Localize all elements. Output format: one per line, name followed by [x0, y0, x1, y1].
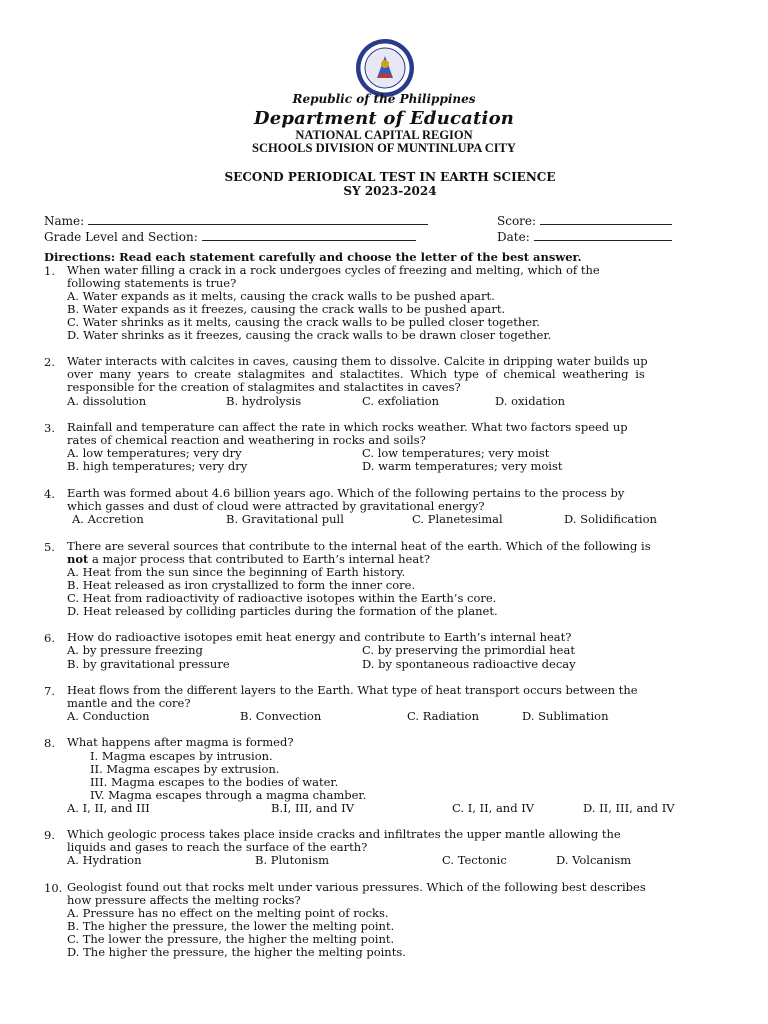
answer-option[interactable]: D. Sublimation [522, 709, 609, 723]
answer-option[interactable]: A. low temperatures; very dry [67, 446, 242, 460]
question-text: Rainfall and temperature can affect the rate in which rocks weather. What two factors speed up [67, 420, 628, 434]
question-number: 6. [44, 631, 55, 645]
name-label: Name: [44, 214, 85, 228]
answer-option[interactable]: C. exfoliation [362, 394, 440, 408]
date-label: Date: [497, 230, 530, 244]
answer-option[interactable]: D. The higher the pressure, the higher the melting points. [67, 945, 406, 959]
answer-option[interactable]: A. Conduction [67, 709, 150, 723]
grade-label: Grade Level and Section: [44, 230, 198, 244]
school-year: SY 2023-2024 [343, 184, 437, 198]
question-number: 9. [44, 828, 55, 842]
question-number: 1. [44, 264, 55, 278]
answer-option[interactable]: D. warm temperatures; very moist [362, 459, 563, 473]
answer-option[interactable]: A. Water expands as it melts, causing the crack walls to be pushed apart. [67, 289, 495, 303]
not-emphasis: not [67, 552, 89, 566]
question-text: Which geologic process takes place inside cracks and infiltrates the upper mantle allowing the [67, 827, 621, 841]
republic-heading: Republic of the Philippines [292, 92, 476, 106]
answer-option[interactable]: B. The higher the pressure, the lower the melting point. [67, 919, 395, 933]
answer-option[interactable]: A. dissolution [67, 394, 147, 408]
answer-option[interactable]: C. by preserving the primordial heat [362, 643, 575, 657]
answer-option[interactable]: B. Plutonism [255, 853, 330, 867]
answer-option[interactable]: D. Volcanism [556, 853, 632, 867]
answer-option[interactable]: B. Water expands as it freezes, causing the crack walls to be pushed apart. [67, 302, 506, 316]
answer-option[interactable]: D. II, III, and IV [583, 801, 675, 815]
department-heading: Department of Education [253, 108, 515, 129]
answer-option[interactable]: B. Gravitational pull [226, 512, 344, 526]
statement: II. Magma escapes by extrusion. [90, 762, 280, 776]
answer-option[interactable]: B. high temperatures; very dry [67, 459, 248, 473]
answer-option[interactable]: D. oxidation [495, 394, 566, 408]
answer-option[interactable]: C. Tectonic [442, 853, 507, 867]
question-text: which gasses and dust of cloud were attracted by gravitational energy? [67, 499, 485, 513]
grade-field[interactable] [44, 230, 416, 244]
question-text: Geologist found out that rocks melt under various pressures. Which of the following best describes [67, 880, 646, 894]
division-heading: SCHOOLS DIVISION OF MUNTINLUPA CITY [252, 141, 516, 155]
answer-option[interactable]: C. The lower the pressure, the higher the melting point. [67, 932, 395, 946]
question-text: How do radioactive isotopes emit heat energy and contribute to Earth’s internal heat? [67, 630, 572, 644]
statement: III. Magma escapes to the bodies of water. [90, 775, 339, 789]
name-field[interactable] [44, 214, 428, 228]
question-text: responsible for the creation of stalagmites and stalactites in caves? [67, 380, 461, 394]
answer-option[interactable]: A. Pressure has no effect on the melting point of rocks. [67, 906, 389, 920]
question-text: rates of chemical reaction and weathering in rocks and soils? [67, 433, 426, 447]
answer-option[interactable]: D. Heat released by colliding particles during the formation of the planet. [67, 604, 498, 618]
answer-option[interactable]: B. Heat released as iron crystallized to form the inner core. [67, 578, 416, 592]
score-field[interactable] [497, 214, 672, 228]
statement: IV. Magma escapes through a magma chamber. [90, 788, 367, 802]
answer-option[interactable]: B. hydrolysis [226, 394, 302, 408]
deped-seal-icon [355, 38, 415, 98]
answer-option[interactable]: D. Water shrinks as it freezes, causing the crack walls to be drawn closer together. [67, 328, 552, 342]
question-text: There are several sources that contribute to the internal heat of the earth. Which of the following is [67, 539, 651, 553]
question-number: 8. [44, 736, 55, 750]
question-text: over many years to create stalagmites and stalactites. Which type of chemical weathering is [67, 367, 645, 381]
answer-option[interactable]: A. Hydration [67, 853, 142, 867]
answer-option[interactable]: C. I, II, and IV [452, 801, 535, 815]
answer-option[interactable]: D. Solidification [564, 512, 657, 526]
answer-option[interactable]: A. by pressure freezing [67, 643, 203, 657]
question-text: Earth was formed about 4.6 billion years ago. Which of the following pertains to the process by [67, 486, 625, 500]
question-text: liquids and gases to reach the surface of the earth? [67, 840, 368, 854]
question-number: 3. [44, 421, 55, 435]
date-blank[interactable] [534, 230, 672, 241]
answer-option[interactable]: C. Water shrinks as it melts, causing the crack walls to be pulled closer together. [67, 315, 540, 329]
score-blank[interactable] [540, 214, 672, 225]
answer-option[interactable]: B. by gravitational pressure [67, 657, 230, 671]
date-field[interactable] [497, 230, 672, 244]
directions: Directions: Read each statement carefully and choose the letter of the best answer. [44, 250, 582, 264]
answer-option[interactable]: C. Heat from radioactivity of radioactive isotopes within the Earth’s core. [67, 591, 497, 605]
grade-blank[interactable] [202, 230, 416, 241]
question-text: Heat flows from the different layers to the Earth. What type of heat transport occurs between the [67, 683, 638, 697]
answer-option[interactable]: C. low temperatures; very moist [362, 446, 550, 460]
question-text: a major process that contributed to Earth’s internal heat? [88, 552, 430, 566]
score-label: Score: [497, 214, 537, 228]
question-text: how pressure affects the melting rocks? [67, 893, 301, 907]
answer-option[interactable]: A. I, II, and III [67, 801, 150, 815]
question-number: 5. [44, 540, 55, 554]
answer-option[interactable]: C. Planetesimal [412, 512, 503, 526]
question-number: 10. [44, 881, 63, 895]
test-title: SECOND PERIODICAL TEST IN EARTH SCIENCE [224, 170, 556, 184]
question-text: When water filling a crack in a rock undergoes cycles of freezing and melting, which of the [67, 263, 600, 277]
region-heading: NATIONAL CAPITAL REGION [295, 128, 473, 142]
answer-option[interactable]: B. Convection [240, 709, 322, 723]
question-text: following statements is true? [67, 276, 237, 290]
statement: I. Magma escapes by intrusion. [90, 749, 273, 763]
question-text: What happens after magma is formed? [67, 735, 294, 749]
answer-option[interactable]: A. Accretion [72, 512, 144, 526]
question-text: Water interacts with calcites in caves, causing them to dissolve. Calcite in dripping water builds up [67, 354, 648, 368]
name-blank[interactable] [88, 214, 428, 225]
question-number: 4. [44, 487, 55, 501]
question-number: 2. [44, 355, 55, 369]
question-text: mantle and the core? [67, 696, 191, 710]
answer-option[interactable]: B.I, III, and IV [271, 801, 355, 815]
answer-option[interactable]: A. Heat from the sun since the beginning of Earth history. [67, 565, 406, 579]
answer-option[interactable]: D. by spontaneous radioactive decay [362, 657, 576, 671]
question-number: 7. [44, 684, 55, 698]
answer-option[interactable]: C. Radiation [407, 709, 480, 723]
